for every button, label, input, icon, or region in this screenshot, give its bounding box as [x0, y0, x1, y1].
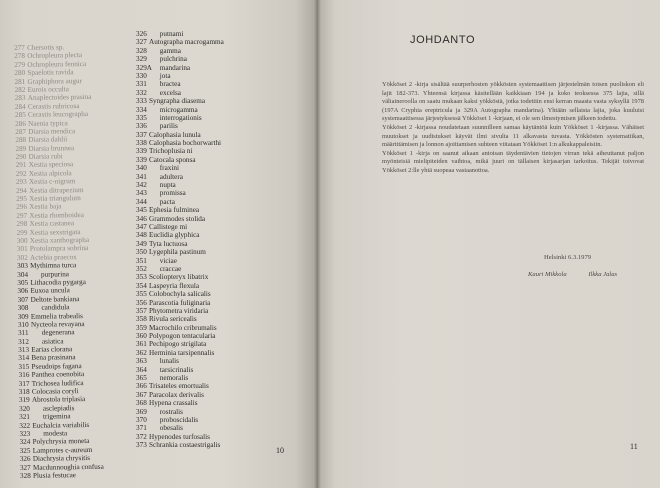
species-number: 334: [136, 105, 147, 114]
species-number: 324: [19, 438, 31, 447]
species-entry: [136, 240, 306, 248]
species-name: nemoralis: [149, 374, 189, 383]
species-number: 293: [15, 178, 27, 187]
species-entry: [136, 257, 306, 265]
species-name: Parascotia fuliginaria: [149, 298, 211, 307]
species-list-column-left: [14, 42, 140, 480]
species-number: 366: [136, 382, 147, 391]
species-entry: [136, 198, 306, 206]
species-number: 354: [136, 281, 147, 290]
species-number: 294: [15, 186, 27, 195]
species-name: bractea: [149, 80, 181, 89]
species-number: 327: [19, 463, 31, 472]
species-name: Xestia alpicola: [28, 169, 72, 178]
species-number: 370: [136, 415, 147, 424]
species-number: 305: [17, 278, 29, 287]
species-entry: [136, 349, 306, 357]
species-number: 333: [136, 97, 147, 106]
species-name: Lamprotes c-aureum: [32, 445, 93, 455]
species-entry: [136, 299, 306, 307]
species-name: Macdunnoughia confusa: [32, 462, 104, 472]
species-number: 363: [136, 357, 147, 366]
species-number: 285: [14, 110, 26, 120]
species-number: 316: [18, 371, 30, 380]
species-name: promissa: [149, 189, 186, 198]
species-number: 358: [136, 315, 147, 324]
species-number: 282: [14, 85, 26, 94]
species-number: 297: [16, 211, 28, 220]
species-number: 345: [136, 206, 147, 215]
species-number: 328: [19, 471, 31, 480]
species-entry: [136, 374, 306, 382]
right-page: [318, 0, 660, 488]
species-number: 336: [136, 122, 147, 131]
species-number: 302: [16, 253, 28, 262]
species-number: 344: [136, 197, 147, 206]
species-number: 339: [136, 155, 147, 164]
species-entry: [136, 181, 306, 189]
species-entry: [136, 106, 306, 114]
species-name: Nycteola revayana: [30, 319, 85, 329]
species-name: pacta: [149, 197, 175, 206]
species-number: 357: [136, 306, 147, 315]
species-name: Diarsia brunnea: [28, 143, 75, 153]
species-name: microgamma: [149, 105, 198, 114]
species-entry: [136, 147, 306, 155]
species-number: 281: [14, 77, 26, 86]
species-number: 327: [136, 38, 147, 47]
species-number: 322: [19, 421, 31, 430]
species-number: 349: [136, 239, 147, 248]
species-name: Panthea coenobita: [31, 370, 85, 380]
paragraph-1: Yökköset 2 -kirja sisältää suurperhosten yökkösten systemaattisen järjestelmän toisen puoliskon eli lajit 182-373. Yhteensä kirjassa käsitellään kaikkiaan 194 ja koko teoksessa 375 lajia, sillä väliaineroolla on saatu mukaan kaksi yökköstä, jotka todettiin ensi kerran maasta vasta syksyllä 1978 (197A Cryphia ereptricula ja 329A Autographa mandarina). Yhtään sellaista lajia, joka kuuluisi systemaattisessa järjestyksessä Yökköset 1 -kirjaan, ei ole sen ilmestymisen jälkeen todettu.: [382, 81, 644, 123]
species-entry: [136, 307, 306, 315]
author-name: Ilkka Jalas: [588, 271, 618, 278]
species-name: mandarina: [149, 63, 191, 72]
species-number: 308: [17, 303, 29, 313]
species-name: Xestia baja: [29, 202, 62, 212]
species-name: Trisateles emortualis: [149, 382, 209, 391]
species-entry: [136, 80, 306, 88]
species-number: 329: [136, 55, 147, 64]
species-number: 320: [19, 404, 30, 413]
species-number: 330: [136, 71, 147, 80]
species-number: 280: [14, 69, 26, 78]
species-name: lunalis: [149, 357, 179, 366]
species-name: pulchrina: [149, 55, 187, 64]
species-number: 287: [15, 127, 27, 136]
species-name: Ochropleura plecta: [27, 51, 83, 61]
species-entry: [136, 55, 306, 63]
species-entry: [136, 315, 306, 323]
species-number: 325: [19, 446, 31, 455]
species-name: trigemina: [32, 412, 71, 421]
species-number: 299: [16, 228, 28, 237]
species-number: 298: [16, 220, 28, 229]
species-number: 304: [17, 270, 29, 279]
species-number: 340: [136, 164, 147, 173]
species-number: 346: [136, 214, 147, 223]
species-name: Scoliopteryx libatrix: [149, 273, 209, 282]
species-name: Actebia praecox: [29, 252, 77, 262]
species-entry: [136, 173, 306, 181]
species-entry: [136, 399, 306, 407]
species-name: Diachrysia chrysitis: [32, 454, 91, 463]
species-name: Xestia triangulum: [29, 194, 81, 203]
species-entry: [136, 139, 306, 147]
species-number: 306: [17, 287, 29, 296]
species-name: Trichosea ludifica: [31, 378, 84, 388]
species-number: 310: [17, 320, 29, 329]
species-number: 362: [136, 348, 147, 357]
species-name: excelsa: [149, 88, 181, 97]
species-number: 328: [136, 46, 147, 55]
species-number: 372: [136, 432, 147, 441]
species-number: 288: [15, 136, 27, 145]
species-entry: [20, 470, 140, 480]
species-name: Pseudoips fagana: [31, 361, 82, 371]
species-entry: [136, 416, 306, 424]
species-name: Herminia tarsipennalis: [149, 348, 215, 357]
species-name: candidula: [30, 303, 70, 312]
species-number: 351: [136, 256, 147, 265]
species-name: Colobochyla salicalis: [149, 290, 211, 299]
species-name: asclepiadis: [32, 403, 75, 413]
species-entry: [136, 290, 306, 298]
species-number: 300: [16, 236, 28, 245]
species-number: 326: [136, 30, 147, 38]
species-name: Grammodes stolida: [149, 214, 206, 223]
species-name: Euxoa uncula: [30, 286, 70, 296]
species-number: 367: [136, 390, 147, 399]
page-heading: JOHDANTO: [410, 34, 476, 46]
species-entry: [136, 332, 306, 340]
species-number: 332: [136, 88, 147, 97]
species-name: Colocasia coryli: [31, 387, 79, 396]
species-number: 371: [136, 424, 147, 433]
species-name: Ochropleura fennica: [27, 59, 87, 69]
species-entry: [136, 47, 306, 55]
species-number: 277: [14, 43, 25, 52]
species-name: asiatica: [31, 337, 64, 346]
species-name: Xestia rhomboidea: [29, 210, 84, 220]
species-name: Earias clorana: [31, 345, 73, 354]
species-number: 295: [16, 194, 28, 204]
species-number: 291: [15, 161, 27, 170]
species-list-column-right: [136, 30, 306, 450]
species-name: rostralis: [149, 407, 183, 416]
species-entry: [136, 223, 306, 231]
species-name: viciae: [149, 256, 177, 265]
species-number: 303: [17, 261, 28, 271]
species-name: Polychrysia moneta: [32, 437, 90, 447]
species-number: 348: [136, 231, 147, 240]
species-name: Emmelia trabealis: [30, 311, 83, 321]
species-number: 359: [136, 323, 147, 332]
species-name: Phytometra viridaria: [149, 306, 209, 315]
species-name: fraxini: [149, 164, 179, 173]
species-entry: [136, 424, 306, 432]
species-name: Schrankia costaestrigalis: [149, 441, 221, 450]
species-name: Syngrapha diasema: [149, 97, 206, 106]
species-entry: [136, 72, 306, 80]
species-number: 338: [136, 139, 147, 148]
species-entry: [136, 30, 306, 38]
species-name: Calophasia bochorwarthi: [149, 139, 222, 148]
species-name: Diarsia mendica: [28, 127, 76, 136]
species-number: 284: [14, 102, 26, 111]
species-number: 329A: [136, 63, 152, 72]
species-entry: [136, 114, 306, 122]
species-name: Laspeyria flexula: [149, 281, 200, 290]
page-number-left: 10: [276, 446, 284, 455]
species-name: tarsicrinalis: [149, 365, 194, 374]
species-name: Callistege mi: [149, 222, 188, 231]
species-name: obesalis: [149, 424, 183, 433]
species-number: 317: [18, 379, 30, 388]
date-line: Helsinki 6.3.1979: [544, 254, 592, 261]
species-number: 360: [136, 332, 147, 341]
species-name: Cerastis rubricosa: [27, 101, 80, 111]
species-entry: [136, 248, 306, 256]
species-name: adultera: [149, 172, 183, 181]
species-number: 319: [18, 396, 30, 405]
page-number-right: 11: [630, 442, 638, 451]
species-name: Hypena crassalis: [149, 399, 198, 408]
species-number: 364: [136, 365, 147, 374]
species-name: proboscidalis: [149, 415, 199, 424]
species-name: Euchalcia variabilis: [32, 420, 90, 430]
species-name: degenerana: [30, 328, 75, 338]
species-name: Trichoplusia ni: [149, 147, 193, 156]
paragraph-3: Yökköset 1 -kirja on saanut aikaan antoisan täydentävien tietojen virran tekä aiheuttanut paljon myönteisiä mielipiteiden vaihtoa, mikä juuri on tällaisen kirjasarjan tarkoitus. Tekijät toivovat Yökköset 2:lle yhtä suopeaa vastaanottoa.: [382, 149, 644, 174]
species-number: 326: [19, 454, 31, 464]
species-entry: [136, 408, 306, 416]
species-name: Diarsia dahlii: [28, 135, 68, 145]
species-number: 350: [136, 248, 147, 257]
species-number: 341: [136, 172, 147, 181]
species-name: Macrochilo cribrumalis: [149, 323, 217, 332]
species-number: 373: [136, 441, 147, 450]
species-entry: [136, 89, 306, 97]
paragraph-2: Yökköset 2 -kirjassa noudatetaan suunnilleen samaa käytäntöä kuin Yökköset 1 -kirjassa. Vähäiset muutokset ja uudistukset käyvät ilmi sivulta 11 alkavasta tuvasta. Yökkösten systematiikan, määrittämisen ja lonnon ajoittamisen suhteen viitataan Yökköset 1:n alkukappaleisiin.: [382, 123, 644, 149]
species-number: 323: [19, 429, 31, 438]
species-entry: [136, 156, 306, 164]
species-name: Bena prasinana: [31, 353, 76, 363]
species-entry: [136, 131, 306, 139]
species-number: 321: [19, 413, 31, 422]
species-entry: [136, 64, 306, 72]
species-name: nupta: [149, 181, 176, 190]
species-number: 352: [136, 264, 147, 273]
species-entry: [136, 164, 306, 172]
species-name: Graphiphora augur: [27, 76, 83, 86]
species-name: Rivula sericealis: [149, 315, 197, 324]
species-name: craccae: [149, 264, 182, 273]
species-number: 301: [16, 245, 28, 254]
species-name: Pechipogo strigilata: [149, 340, 207, 349]
species-number: 312: [18, 337, 29, 346]
species-number: 368: [136, 399, 147, 408]
species-number: 286: [15, 119, 26, 128]
species-number: 347: [136, 222, 147, 231]
species-name: parilis: [149, 122, 178, 131]
species-name: Ephesia fulminea: [149, 206, 200, 215]
species-entry: [136, 357, 306, 365]
author-signatures: [528, 271, 637, 278]
species-number: 343: [136, 189, 147, 198]
introduction-text: [382, 81, 644, 176]
species-number: 339: [136, 147, 147, 156]
species-number: 318: [18, 387, 30, 396]
species-name: Autographa macrogamma: [149, 38, 224, 47]
species-number: 292: [15, 169, 27, 178]
species-number: 315: [18, 362, 30, 371]
species-entry: [136, 38, 306, 46]
species-name: Euclidia glyphica: [149, 231, 200, 240]
species-name: Xestia c-nigrum: [28, 177, 76, 187]
species-name: Abrostola triplasia: [31, 395, 86, 405]
species-name: Xestia sexstrigata: [29, 227, 81, 237]
species-name: Polypogon tentacularia: [149, 332, 216, 341]
species-entry: [136, 340, 306, 348]
species-name: Lygephila pastinum: [149, 248, 206, 257]
species-name: modesta: [32, 429, 68, 438]
species-name: Mythimna turca: [30, 261, 77, 270]
species-name: Deltote bankiana: [30, 294, 80, 304]
species-number: 361: [136, 340, 147, 349]
species-number: 283: [14, 94, 26, 103]
species-number: 335: [136, 113, 147, 122]
species-number: 278: [14, 52, 26, 61]
species-name: Calophasia lunula: [149, 130, 201, 139]
species-name: interrogationis: [149, 113, 202, 122]
species-entry: [136, 206, 306, 214]
author-name: Kauri Mikkola: [528, 271, 567, 278]
species-name: Paracolax derivalis: [149, 390, 204, 399]
species-name: Catocala sponsa: [149, 155, 196, 164]
species-entry: [136, 122, 306, 130]
species-entry: [136, 391, 306, 399]
species-entry: [136, 273, 306, 281]
species-number: 314: [18, 354, 30, 363]
species-name: Cerastis leucographa: [27, 110, 89, 119]
species-entry: [136, 282, 306, 290]
species-number: 331: [136, 80, 147, 89]
species-number: 337: [136, 130, 147, 139]
species-entry: [136, 433, 306, 441]
species-name: Xestia xanthographa: [29, 235, 90, 245]
species-name: Chersotis sp.: [26, 43, 65, 52]
species-number: 313: [18, 345, 30, 355]
species-name: Spaelotis ravida: [27, 68, 74, 77]
species-name: Diarsia rubi: [28, 152, 63, 161]
species-name: Plusia festucae: [32, 471, 77, 480]
species-number: 353: [136, 273, 147, 282]
species-number: 290: [15, 152, 27, 162]
species-number: 365: [136, 374, 147, 383]
species-entry: [136, 324, 306, 332]
species-entry: [136, 189, 306, 197]
species-number: 355: [136, 290, 147, 299]
species-name: Hypenodes turfosalis: [149, 432, 210, 441]
species-number: 311: [17, 329, 29, 338]
species-number: 296: [16, 203, 28, 212]
species-name: Tyta luctuosa: [149, 239, 188, 248]
species-entry: [136, 231, 306, 239]
species-entry: [136, 382, 306, 390]
species-name: Anaplectoides prasina: [27, 93, 92, 103]
species-name: jota: [149, 71, 171, 80]
species-number: 307: [17, 295, 29, 304]
species-name: Xestia speciosa: [28, 160, 74, 170]
species-number: 279: [14, 60, 26, 69]
species-entry: [136, 366, 306, 374]
species-number: 342: [136, 181, 147, 190]
species-entry: [136, 97, 306, 105]
species-number: 289: [15, 144, 27, 153]
species-number: 369: [136, 407, 147, 416]
species-name: gamma: [149, 46, 181, 55]
species-name: Xestia ditrapezium: [28, 185, 84, 195]
species-name: Naenia typica: [28, 118, 68, 128]
species-number: 309: [17, 312, 29, 321]
species-number: 356: [136, 298, 147, 307]
species-name: Protolampra sobrina: [29, 244, 89, 254]
species-name: Lithacodia pygarga: [30, 277, 86, 287]
book-spine-gutter: [314, 0, 321, 488]
left-page: [0, 0, 318, 488]
species-name: Xestia castanea: [29, 219, 75, 229]
species-entry: [136, 265, 306, 273]
species-name: putnami: [149, 30, 184, 38]
species-name: Eurois occulta: [27, 85, 70, 94]
species-entry: [136, 215, 306, 223]
species-name: purpurina: [30, 269, 70, 279]
